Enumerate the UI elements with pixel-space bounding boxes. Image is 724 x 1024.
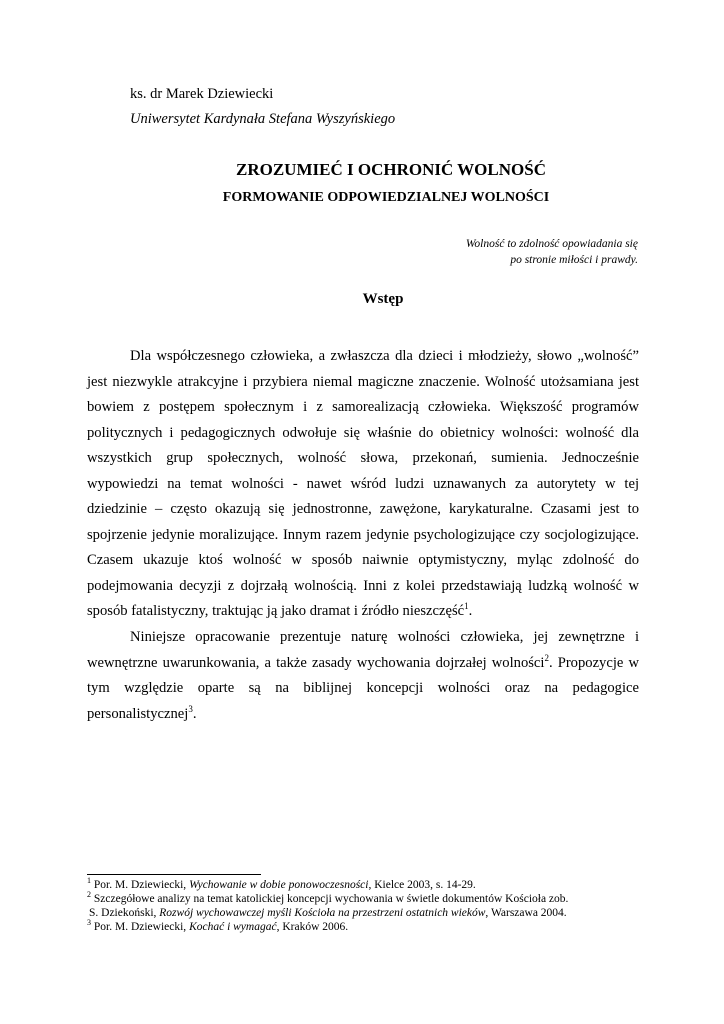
footnote-3	[87, 920, 647, 934]
footnote-number: 2	[87, 890, 91, 900]
document-subtitle: FORMOWANIE ODPOWIEDZIALNEJ WOLNOŚCI	[222, 190, 550, 205]
paragraph-line: dziedzinie – często okazują się jednostronne, zawężone, karykaturalne. Czasami jest to	[87, 501, 639, 518]
paragraph-line: jest niezwykle atrakcyjne i przybiera niemal magiczne znaczenie. Wolność utożsamiana jest	[87, 373, 639, 390]
paragraph-line: wszystkich grup społecznych, wolność słowa, przekonań, sumienia. Jednocześnie	[87, 450, 639, 467]
footnote-title: Rozwój wychowawczej myśli Kościoła na przestrzeni ostatnich wieków	[159, 907, 486, 919]
footnote-text: Por. M. Dziewiecki,	[93, 879, 190, 891]
paragraph-line-text: sposób fatalistyczny, traktując ją jako dramat i źródło nieszczęść	[87, 603, 465, 620]
footnote-text: Por. M. Dziewiecki,	[93, 921, 190, 933]
footnote-title: Kochać i wymagać	[189, 921, 277, 933]
paragraph-line-end: . Propozycje w	[548, 654, 639, 671]
paragraph-line: tym względzie oparte są na biblijnej koncepcji wolności oraz na pedagogice	[87, 680, 639, 697]
paragraph-line: bowiem z postępem społecznym i z samorealizacją człowieka. Większość programów	[87, 399, 639, 416]
footnote-ref-2[interactable]: 2	[544, 652, 549, 663]
footnote-text: Szczegółowe analizy na temat katolickiej koncepcji wychowania w świetle dokumentów Kościoła zob.	[93, 893, 569, 905]
section-heading: Wstęp	[362, 291, 404, 307]
footnote-1	[87, 878, 647, 892]
footnote-number: 1	[87, 876, 91, 886]
footnote-2	[87, 892, 647, 906]
paragraph-line	[87, 702, 639, 728]
footnote-text: , Warszawa 2004.	[485, 907, 567, 919]
motto-line-2: po stronie miłości i prawdy.	[510, 254, 638, 266]
document-title: ZROZUMIEĆ I OCHRONIĆ WOLNOŚĆ	[236, 160, 546, 179]
paragraph-line: wypowiedzi na temat wolności - nawet wśród ludzi uznawanych za autorytety w tej	[87, 475, 639, 492]
paragraph-1	[87, 344, 639, 625]
footnote-2-continued	[87, 906, 647, 920]
paragraph-line: Czasem ukazuje ktoś wolność w sposób naiwnie optymistyczny, myląc zdolność do	[87, 552, 639, 569]
paragraph-line: politycznych i pedagogicznych odwołuje się właśnie do obietnicy wolności: wolność dla	[87, 424, 639, 441]
paragraph-line-end: .	[468, 603, 473, 620]
author-name: ks. dr Marek Dziewiecki	[130, 86, 274, 102]
footnote-title: Wychowanie w dobie ponowoczesności	[189, 879, 369, 891]
footnote-separator	[87, 874, 261, 875]
paragraph-line: Dla współczesnego człowieka, a zwłaszcza dla dzieci i młodzieży, słowo „wolność”	[130, 348, 639, 364]
footnotes	[87, 878, 647, 934]
paragraph-line	[87, 599, 639, 625]
motto-line-1: Wolność to zdolność opowiadania się	[465, 238, 638, 250]
paragraph-line-end: .	[192, 705, 197, 722]
footnote-text: , Kraków 2006.	[276, 921, 349, 933]
footnote-ref-1[interactable]: 1	[464, 601, 469, 612]
footnote-number: 3	[87, 918, 91, 928]
paragraph-line: podejmowania decyzji z dojrzałą wolnością. Inni z kolei przedstawiają ludzką wolność w	[87, 577, 639, 594]
footnote-text: , Kielce 2003, s. 14-29.	[368, 879, 476, 891]
paragraph-2	[87, 625, 639, 727]
paragraph-line-text: wewnętrzne uwarunkowania, a także zasady wychowania dojrzałej wolności	[87, 654, 545, 671]
motto	[466, 236, 638, 268]
university-name: Uniwersytet Kardynała Stefana Wyszyńskiego	[130, 111, 396, 127]
paragraph-line	[87, 651, 639, 677]
footnote-text: S. Dziekoński,	[89, 907, 160, 919]
body-text	[87, 344, 639, 727]
footnote-ref-3[interactable]: 3	[188, 703, 193, 714]
paragraph-line: Niniejsze opracowanie prezentuje naturę wolności człowieka, jej zewnętrzne i	[130, 629, 639, 646]
paragraph-line-text: personalistycznej	[87, 705, 189, 722]
paragraph-line: spojrzenie jedynie moralizujące. Innym razem jedynie psychologizujące czy socjologizujące.	[87, 526, 639, 543]
